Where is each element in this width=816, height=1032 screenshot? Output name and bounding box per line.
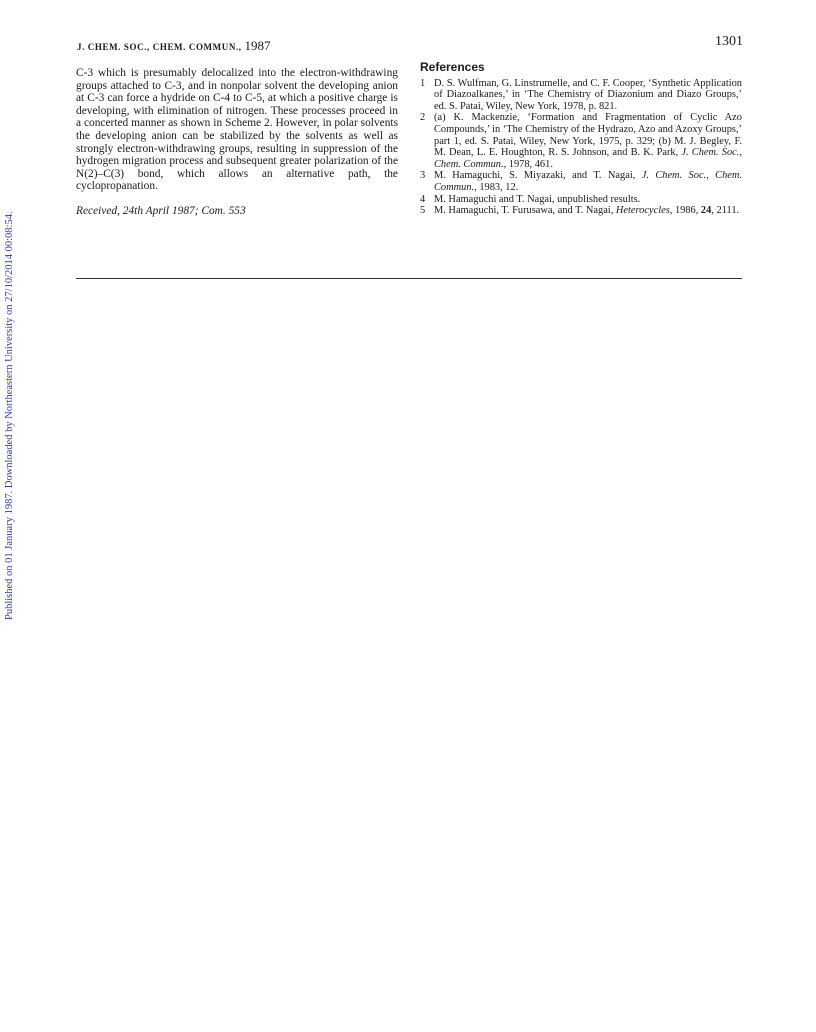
body-paragraph: C-3 which is presumably delocalized into the electron-withdrawing groups attached to C-3, and in nonpolar solvent the developing anion at C-3 can force a hydride on C-4 to C-5, at which a positive charge is developing, with elimination of nitrogen. These processes proceed in a concerted manner as shown in Scheme 2. However, in polar solvents the developing anion can be stabilized by the solvents as well as strongly electron-withdrawing groups, resulting in suppression of the hydrogen migration process and subsequent greater polarization of the N(2)–C(3) bond, which allows an alternative path, the cyclopropanation. (76, 67, 398, 193)
reference-text (434, 112, 742, 170)
reference-item (420, 205, 742, 217)
reference-citation: (a) K. Mackenzie, ‘Formation and Fragmentation of Cyclic Azo Compounds,’ in ‘The Chemistry of the Hydrazo, Azo and Azoxy Groups,’ part 1, ed. S. Patai, Wiley, New York, 1975, p. 329; (b) M. J. Begley, F. M. Dean, L. E. Houghton, R. S. Johnson, and B. K. Park, (434, 112, 742, 159)
reference-journal: J. Chem. Soc., Chem. Commun. (434, 170, 742, 193)
page-number: 1301 (715, 34, 743, 49)
reference-details: , 1986, (669, 205, 701, 217)
reference-number: 3 (420, 170, 426, 182)
reference-journal: Heterocycles (615, 205, 670, 217)
reference-volume: 24 (700, 205, 712, 217)
running-head (77, 38, 271, 54)
reference-text (434, 194, 742, 206)
reference-citation: M. Hamaguchi, S. Miyazaki, and T. Nagai, (434, 170, 642, 182)
references-heading: References (420, 60, 485, 74)
received-date: Received, 24th April 1987; Com. 553 (76, 204, 246, 217)
reference-item (420, 78, 742, 113)
reference-number: 5 (420, 205, 426, 217)
reference-item (420, 112, 742, 170)
reference-text (434, 78, 742, 113)
page-divider (76, 278, 742, 279)
reference-item (420, 170, 742, 193)
reference-number: 2 (420, 112, 426, 124)
reference-number: 1 (420, 77, 426, 89)
reference-text (434, 205, 742, 217)
reference-item (420, 194, 742, 206)
download-watermark: Published on 01 January 1987. Downloaded by Northeastern University on 27/10/2014 00:08:54. (4, 211, 15, 620)
journal-name: J. CHEM. SOC., CHEM. COMMUN., (77, 42, 242, 52)
reference-citation: M. Hamaguchi and T. Nagai, unpublished results. (434, 193, 641, 205)
reference-journal: J. Chem. Soc., Chem. Commun. (434, 147, 742, 170)
reference-citation: M. Hamaguchi, T. Furusawa, and T. Nagai, (434, 205, 616, 217)
reference-details: , 1983, 12. (474, 181, 519, 193)
reference-pages: , 2111. (711, 205, 740, 217)
references-section (420, 62, 742, 217)
reference-citation: D. S. Wulfman, G. Linstrumelle, and C. F. Cooper, ‘Synthetic Application of Diazoalkanes,’ in ‘The Chemistry of Diazonium and Diazo Groups,’ ed. S. Patai, Wiley, New York, 1978, p. 821. (434, 77, 742, 112)
body-column (76, 67, 398, 218)
reference-number: 4 (420, 193, 426, 205)
journal-year: 1987 (244, 38, 271, 53)
reference-text (434, 170, 742, 193)
reference-details: , 1978, 461. (503, 158, 553, 170)
